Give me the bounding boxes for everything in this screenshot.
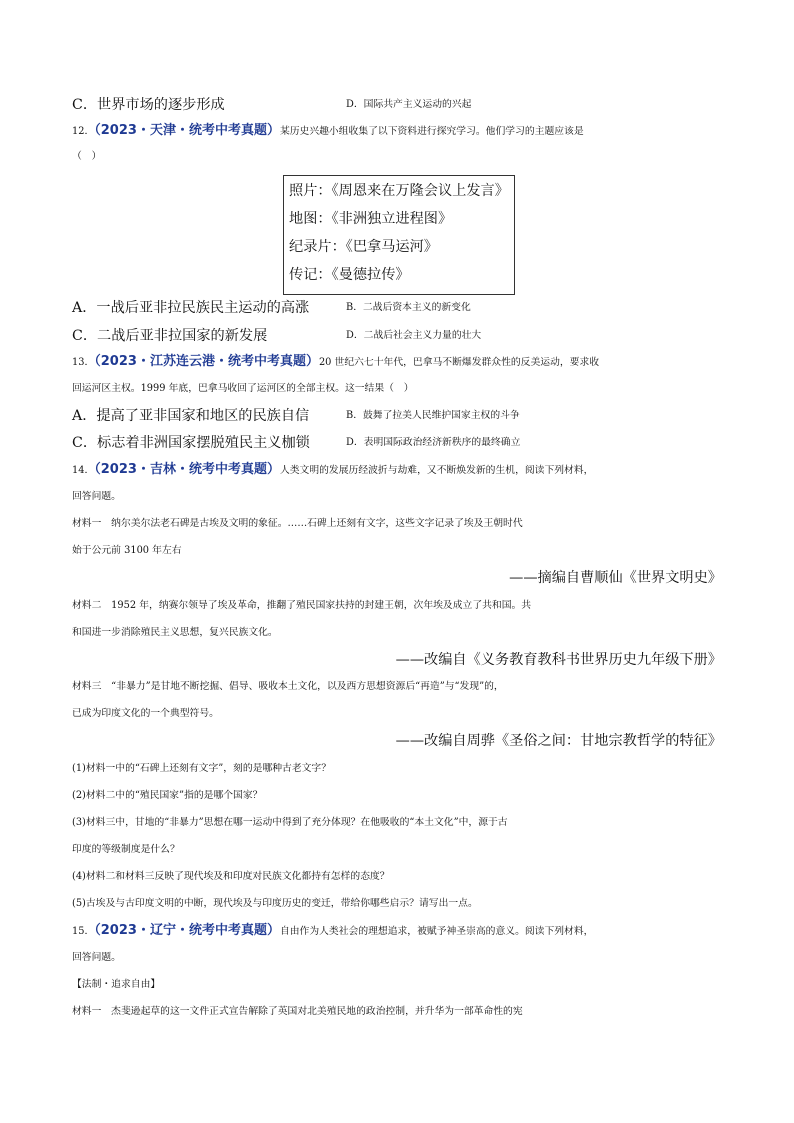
q12-option-b: B．二战后资本主义的新变化 (346, 302, 471, 313)
q12-box-item: 传记：《曼德拉传》 (289, 267, 410, 283)
q15-stem-line-1: 15．（2023・辽宁・统考中考真题）自由作为人类社会的理想追求，被赋予神圣崇高的意义。阅读下列材料， (72, 923, 594, 938)
q12-stem-line-1: 12．（2023・天津・统考中考真题）某历史兴趣小组收集了以下资料进行探究学习。他们学习的主题应该是 (72, 123, 584, 138)
q12-stem-line-2: （ ） (72, 151, 102, 162)
q14-subquestion-5: (5)古埃及与古印度文明的中断，现代埃及与印度历史的变迁，带给你哪些启示？请写出一点。 (72, 898, 478, 909)
q15-stem-line-2: 回答问题。 (72, 952, 121, 963)
q12-materials-box (283, 175, 515, 295)
q12-option-d: D．二战后社会主义力量的壮大 (346, 330, 482, 341)
q14-material-3-line-1: 材料三 “非暴力”是甘地不断挖掘、倡导、吸收本土文化，以及西方思想资源后“再造”与“发现”的， (72, 681, 504, 692)
q14-subquestion-3-line-2: 印度的等级制度是什么？ (72, 844, 180, 855)
q15-section-heading: 【法制・追求自由】 (72, 979, 161, 990)
q14-material-1-line-1: 材料一 纳尔美尔法老石碑是古埃及文明的象征。……石碑上还刻有文字，这些文字记录了埃及王朝时代 (72, 518, 523, 529)
q12-source-tag: （2023・天津・统考中考真题） (94, 123, 280, 138)
q13-option-d: D．表明国际政治经济新秩序的最终确立 (346, 437, 521, 448)
q11-option-c: C．世界市场的逐步形成 (72, 97, 225, 113)
q14-subquestion-1: (1)材料一中的“石碑上还刻有文字”，刻的是哪种古老文字？ (72, 763, 332, 774)
q15-material-1-line-1: 材料一 杰斐逊起草的这一文件正式宣告解除了英国对北美殖民地的政治控制，并升华为一部革命性的宪 (72, 1006, 523, 1017)
q13-source-tag: （2023・江苏连云港・统考中考真题） (94, 354, 319, 369)
q11-option-d: D．国际共产主义运动的兴起 (346, 99, 472, 110)
q14-material-1-line-2: 始于公元前 3100 年左右 (72, 545, 182, 556)
q12-box-item: 地图：《非洲独立进程图》 (289, 211, 453, 227)
q14-subquestion-4: (4)材料二和材料三反映了现代埃及和印度对民族文化都持有怎样的态度？ (72, 871, 390, 882)
q12-box-item: 照片：《周恩来在万隆会议上发言》 (289, 183, 509, 199)
q12-option-c: C．二战后亚非拉国家的新发展 (72, 328, 268, 344)
q13-option-a: A．提高了亚非国家和地区的民族自信 (72, 408, 310, 424)
q13-option-b: B．鼓舞了拉美人民维护国家主权的斗争 (346, 410, 520, 421)
q14-subquestion-3-line-1: (3)材料三中，甘地的“非暴力”思想在哪一运动中得到了充分体现？在他吸收的“本土文化”中，源于古 (72, 817, 508, 828)
q14-material-3-source: ——改编自周骅《圣俗之间：甘地宗教哲学的特征》 (395, 733, 722, 749)
q12-option-a: A．一战后亚非拉民族民主运动的高涨 (72, 300, 310, 316)
q13-stem-line-2: 回运河区主权。1999 年底，巴拿马收回了运河区的全部主权。这一结果（ ） (72, 383, 414, 394)
q15-source-tag: （2023・辽宁・统考中考真题） (94, 923, 280, 938)
q14-subquestion-2: (2)材料二中的“殖民国家”指的是哪个国家？ (72, 790, 263, 801)
q14-stem-line-2: 回答问题。 (72, 491, 121, 502)
q14-material-2-line-2: 和国进一步消除殖民主义思想，复兴民族文化。 (72, 627, 278, 638)
q14-material-2-source: ——改编自《义务教育教科书世界历史九年级下册》 (395, 652, 722, 668)
q14-stem-line-1: 14．（2023・吉林・统考中考真题）人类文明的发展历经波折与劫难，又不断焕发新的生机，阅读下列材料， (72, 462, 594, 477)
q14-source-tag: （2023・吉林・统考中考真题） (94, 462, 280, 477)
q13-stem-line-1: 13．（2023・江苏连云港・统考中考真题）20 世纪六七十年代，巴拿马不断爆发群众性的反美运动，要求收 (72, 354, 600, 369)
q14-material-2-line-1: 材料二 1952 年，纳赛尔领导了埃及革命，推翻了殖民国家扶持的封建王朝，次年埃及成立了共和国。共 (72, 600, 532, 611)
q14-material-1-source: ——摘编自曹顺仙《世界文明史》 (509, 570, 722, 586)
q13-option-c: C．标志着非洲国家摆脱殖民主义枷锁 (72, 435, 310, 451)
q14-material-3-line-2: 已成为印度文化的一个典型符号。 (72, 708, 219, 719)
q12-box-item: 纪录片：《巴拿马运河》 (289, 239, 438, 255)
